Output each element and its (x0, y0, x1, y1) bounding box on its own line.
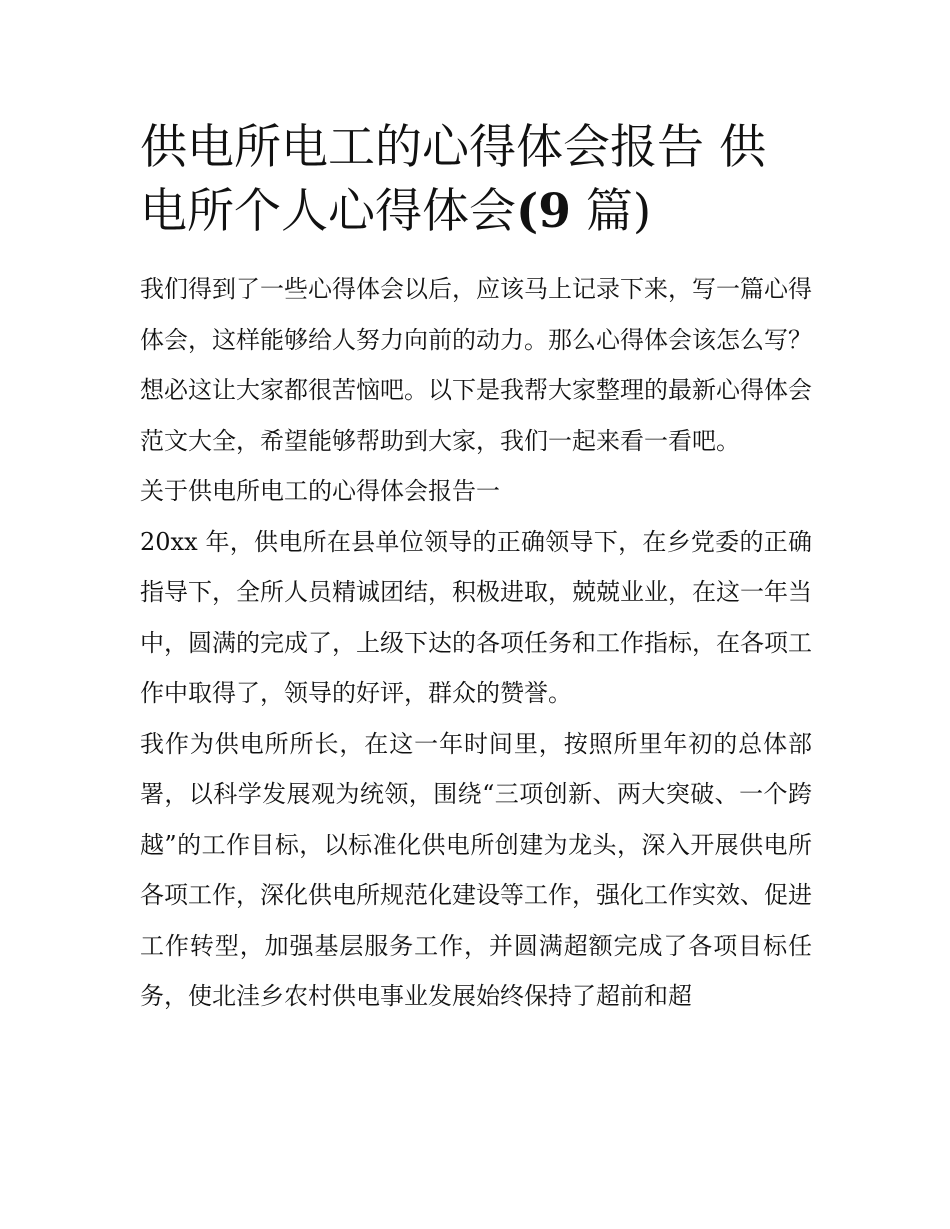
section-heading: 关于供电所电工的心得体会报告一 (140, 477, 500, 505)
document-body (140, 116, 812, 1022)
title-text: 供电所电工的心得体会报告 供电所个人心得体会 (140, 120, 766, 239)
body-paragraph-2: 我作为供电所所长，在这一年时间里，按照所里年初的总体部署，以科学发展观为统领，围绕“三项创新、两大突破、一个跨越”的工作目标，以标准化供电所创建为龙头，深入开展供电所各项工作，深化供电所规范化建设等工作，强化工作实效、促进工作转型，加强基层服务工作，并圆满超额完成了各项目标任务，使北洼乡农村供电事业发展始终保持了超前和超 (140, 729, 812, 1010)
document-title (140, 116, 812, 244)
title-count: (9 (516, 184, 571, 239)
body-paragraph-1: 20xx 年，供电所在县单位领导的正确领导下，在乡党委的正确指导下，全所人员精诚团结，积极进取，兢兢业业，在这一年当中，圆满的完成了，上级下达的各项任务和工作指标，在各项工作中取得了，领导的好评，群众的赞誉。 (140, 527, 812, 707)
title-suffix: 篇) (570, 184, 652, 239)
intro-paragraph: 我们得到了一些心得体会以后，应该马上记录下来，写一篇心得体会，这样能够给人努力向前的动力。那么心得体会该怎么写？想必这让大家都很苦恼吧。以下是我帮大家整理的最新心得体会范文大全，希望能够帮助到大家，我们一起来看一看吧。 (140, 275, 812, 455)
